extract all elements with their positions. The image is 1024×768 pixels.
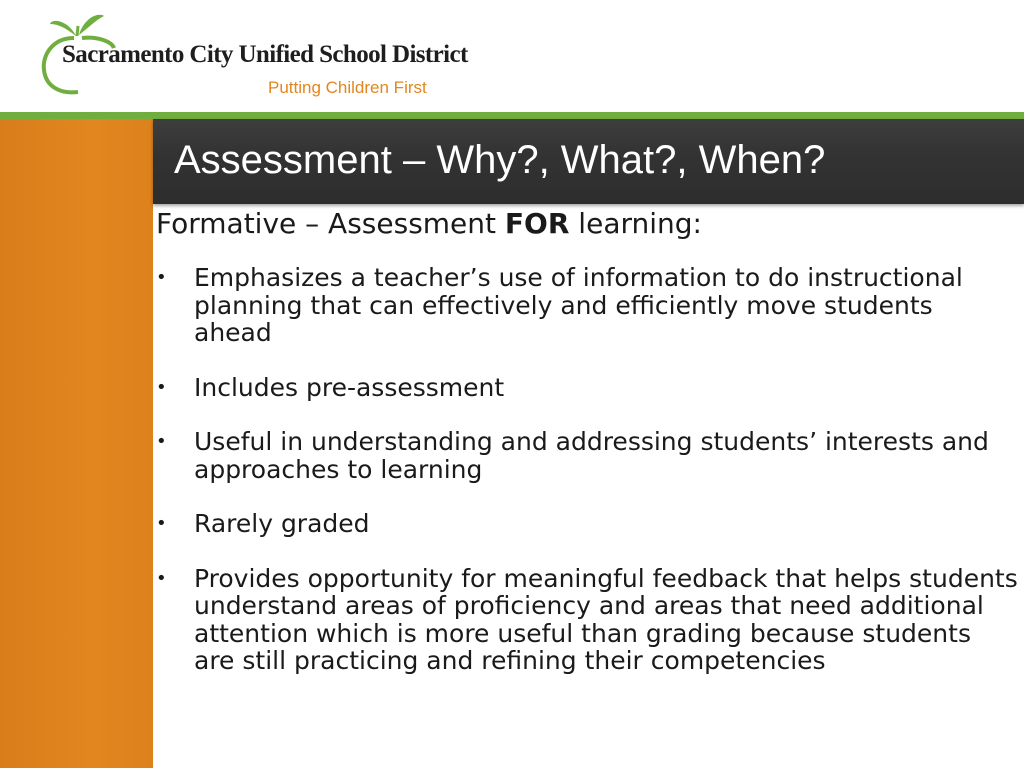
bullet-icon: • — [156, 267, 167, 288]
bullet-icon: • — [156, 376, 167, 398]
bullet-icon: • — [156, 513, 167, 534]
list-item — [152, 264, 1018, 347]
list-item — [152, 374, 1018, 402]
slide-header — [0, 0, 1024, 112]
list-item — [152, 565, 1018, 675]
bullet-text: Useful in understanding and addressing students’ interests and approaches to learning — [194, 427, 989, 484]
left-accent-band — [0, 119, 153, 768]
header-divider — [0, 112, 1024, 119]
slide-title: Assessment – Why?, What?, When? — [174, 138, 826, 182]
bullet-list — [152, 264, 1018, 702]
bullet-text: Provides opportunity for meaningful feedback that helps students understand areas of proficiency and areas that need additional attention which is more useful than grading because students are still practicing and refining their competencies — [194, 563, 1018, 675]
organization-tagline: Putting Children First — [268, 78, 427, 97]
bullet-icon: • — [156, 431, 167, 452]
subheading-emphasis: FOR — [504, 207, 570, 240]
subheading-suffix: learning: — [569, 207, 702, 240]
list-item — [152, 510, 1018, 538]
bullet-text: Includes pre-assessment — [194, 372, 505, 402]
bullet-text: Rarely graded — [194, 509, 370, 538]
organization-name: Sacramento City Unified School District — [62, 41, 468, 68]
list-item — [152, 428, 1018, 483]
bullet-text: Emphasizes a teacher’s use of information to do instructional planning that can effectively and efficiently move students ahead — [194, 263, 963, 347]
section-subheading — [156, 207, 702, 241]
bullet-icon: • — [156, 567, 167, 589]
subheading-prefix: Formative – Assessment — [156, 207, 505, 240]
